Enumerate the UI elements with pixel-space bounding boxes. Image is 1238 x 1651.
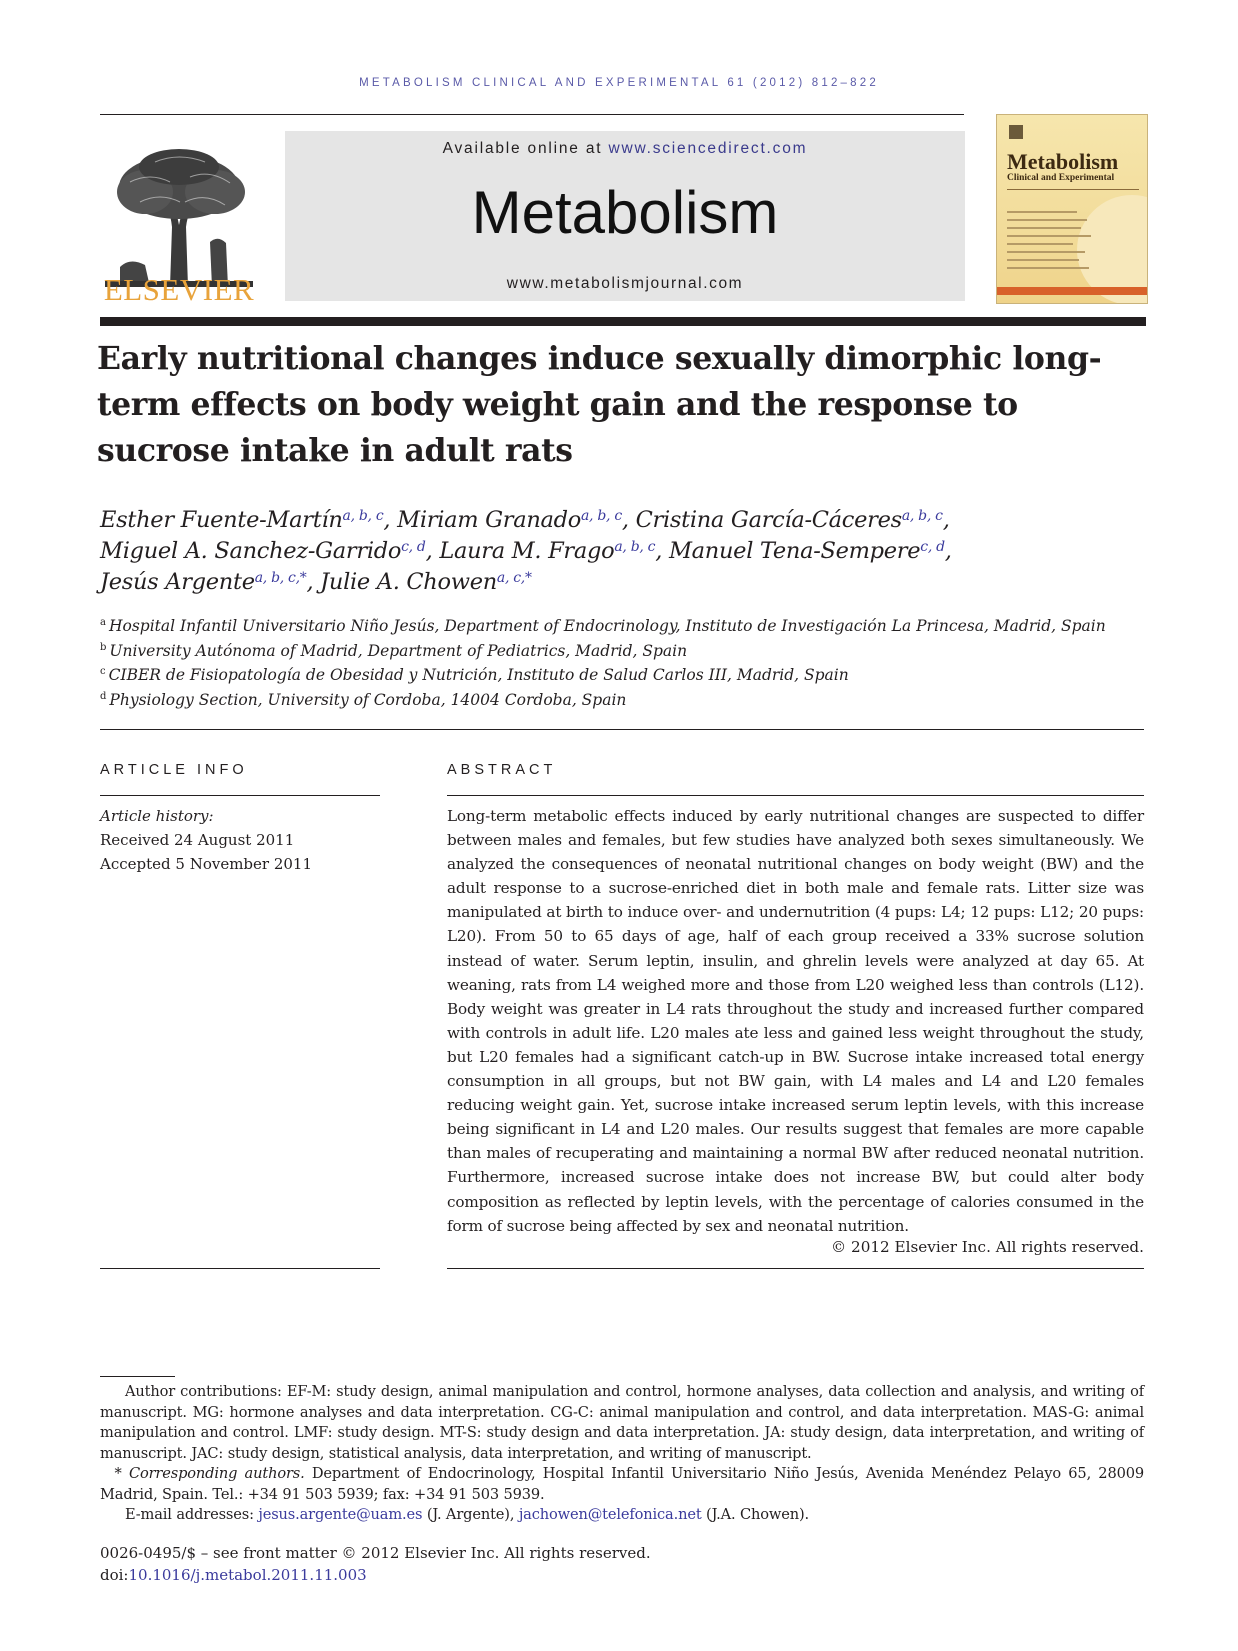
article-info-rule xyxy=(100,795,380,796)
corresponding-authors: * Corresponding authors. Department of Endocrinology, Hospital Infantil Universitario Niño Jesús, Avenida Menéndez Pelayo 65, 28009 Madrid, Spain. Tel.: +34 91 503 5939; fax: +34 91 503 5939. xyxy=(100,1465,1144,1503)
available-online-line xyxy=(285,140,965,158)
footnote-rule xyxy=(100,1376,175,1377)
footnotes xyxy=(100,1382,1144,1526)
abstract-bottom-rule xyxy=(447,1268,1144,1269)
author-list xyxy=(100,505,1160,598)
author: Jesús Argente$^{a, b, c,*}$, xyxy=(100,569,314,595)
email-addresses: E-mail addresses: jesus.argente@uam.es (J. Argente), jachowen@telefonica.net (J.A. Chowen). xyxy=(125,1506,810,1523)
author-affiliation-marks[interactable]: c, d xyxy=(920,539,945,555)
affiliation: $^d$ Physiology Section, University of Cordoba, 14004 Cordoba, Spain xyxy=(100,690,627,709)
abstract-heading: ABSTRACT xyxy=(447,762,557,778)
author: Cristina García-Cáceres$^{a, b, c}$, xyxy=(635,507,950,533)
author: Miriam Granado$^{a, b, c}$, xyxy=(397,507,629,533)
article-info-bottom-rule xyxy=(100,1268,380,1269)
journal-citation-line: METABOLISM CLINICAL AND EXPERIMENTAL 61 (2012) 812–822 xyxy=(359,77,879,89)
affiliation: $^c$ CIBER de Fisiopatología de Obesidad y Nutrición, Instituto de Salud Carlos III, Madrid, Spain xyxy=(100,666,849,684)
article-info-heading: ARTICLE INFO xyxy=(100,762,248,778)
cover-title: Metabolism xyxy=(1007,149,1119,174)
doi-link[interactable]: 10.1016/j.metabol.2011.11.003 xyxy=(128,1566,367,1584)
sciencedirect-link[interactable]: www.sciencedirect.com xyxy=(608,140,808,157)
author-affiliation-marks[interactable]: a, b, c xyxy=(614,539,656,555)
publisher-wordmark: ELSEVIER xyxy=(103,272,255,307)
header-rule xyxy=(100,114,964,115)
section-divider xyxy=(100,729,1144,730)
received-date: Received 24 August 2011 xyxy=(100,831,295,849)
affiliation-list xyxy=(100,614,1160,712)
cover-subtitle: Clinical and Experimental xyxy=(1007,173,1115,183)
accepted-date: Accepted 5 November 2011 xyxy=(100,855,313,873)
abstract-text: Long-term metabolic effects induced by early nutritional changes are suspected to differ between males and females, but few studies have analyzed both sexes simultaneously. We analyzed the consequences of neonatal nutritional changes on body weight (BW) and the adult response to a sucrose-enriched diet in both male and female rats. Litter size was manipulated at birth to induce over- and undernutrition (4 pups: L4; 12 pups: L12; 20 pups: L20). From 50 to 65 days of age, half of each group received a 33% sucrose solution instead of water. Serum leptin, insulin, and ghrelin levels were analyzed at day 65. At weaning, rats from L4 weighed more and those from L20 weighed less than controls (L12). Body weight was greater in L4 rats throughout the study and increased further compared with controls in adult life. L20 males ate less and gained less weight throughout the study, but L20 females had a significant catch-up in BW. Sucrose intake increased total energy consumption in all groups, but not BW gain, with L4 males and L4 and L20 females reducing weight gain. Yet, sucrose intake increased serum leptin levels, with this increase being significant in L4 and L20 males. Our results suggest that females are more capable than males of recuperating and maintaining a normal BW after reduced neonatal nutrition. Furthermore, increased sucrose intake does not increase BW, but could alter body composition as reflected by leptin levels, with the percentage of calories consumed in the form of sucrose being affected by sex and neonatal nutrition. xyxy=(447,807,1144,1235)
available-online-label: Available online at xyxy=(442,140,609,157)
email-link-argente[interactable]: jesus.argente@uam.es xyxy=(258,1506,423,1523)
cover-logo-icon xyxy=(1009,125,1023,139)
masthead-rule xyxy=(100,317,1146,326)
author-affiliation-marks[interactable]: c, d xyxy=(401,539,426,555)
email-link-chowen[interactable]: jachowen@telefonica.net xyxy=(518,1506,702,1523)
author: Esther Fuente-Martín$^{a, b, c}$, xyxy=(100,507,391,533)
author-affiliation-marks[interactable]: a, b, c,* xyxy=(254,570,307,586)
issn-line: 0026-0495/$ – see front matter © 2012 Elsevier Inc. All rights reserved. xyxy=(100,1544,651,1562)
journal-url-link[interactable]: www.metabolismjournal.com xyxy=(506,275,744,292)
abstract-rule xyxy=(447,795,1144,796)
author-affiliation-marks[interactable]: a, b, c xyxy=(581,508,622,524)
article-history xyxy=(100,804,390,876)
abstract-copyright: © 2012 Elsevier Inc. All rights reserved. xyxy=(831,1238,1144,1256)
article-title: Early nutritional changes induce sexually dimorphic long-term effects on body weight gain and the response to sucrose intake in adult rats xyxy=(97,340,1102,469)
journal-title: Metabolism xyxy=(471,179,779,246)
front-matter-info xyxy=(100,1542,900,1586)
journal-cover-thumbnail xyxy=(996,114,1148,304)
author: Laura M. Frago$^{a, b, c}$, xyxy=(439,538,663,564)
article-history-label: Article history: xyxy=(100,807,214,825)
cover-rule xyxy=(1007,189,1139,190)
author-affiliation-marks[interactable]: a, b, c xyxy=(901,508,943,524)
affiliation: $^a$ Hospital Infantil Universitario Niño Jesús, Department of Endocrinology, Instituto de Investigación La Princesa, Madrid, Spain xyxy=(100,617,1106,635)
author-affiliation-marks[interactable]: a, b, c xyxy=(342,508,384,524)
affiliation: $^b$ University Autónoma of Madrid, Department of Pediatrics, Madrid, Spain xyxy=(100,641,688,660)
author: Julie A. Chowen$^{a, c,*}$ xyxy=(320,569,532,595)
cover-bottom-band xyxy=(997,287,1147,295)
author: Manuel Tena-Sempere$^{c, d}$, xyxy=(668,538,952,564)
doi-line: doi:10.1016/j.metabol.2011.11.003 xyxy=(100,1566,367,1584)
author-contributions: Author contributions: EF-M: study design, animal manipulation and control, hormone analyses, data collection and analysis, and writing of manuscript. MG: hormone analyses and data interpretation. CG-C: animal manipulation and control, and data interpretation. MAS-G: animal manipulation and control. LMF: study design. MT-S: study design and data interpretation. JA: study design, data interpretation, and writing of manuscript. JAC: study design, statistical analysis, data interpretation, and writing of manuscript. xyxy=(100,1383,1144,1462)
author-affiliation-marks[interactable]: a, c,* xyxy=(496,570,532,586)
author: Miguel A. Sanchez-Garrido$^{c, d}$, xyxy=(100,538,433,564)
